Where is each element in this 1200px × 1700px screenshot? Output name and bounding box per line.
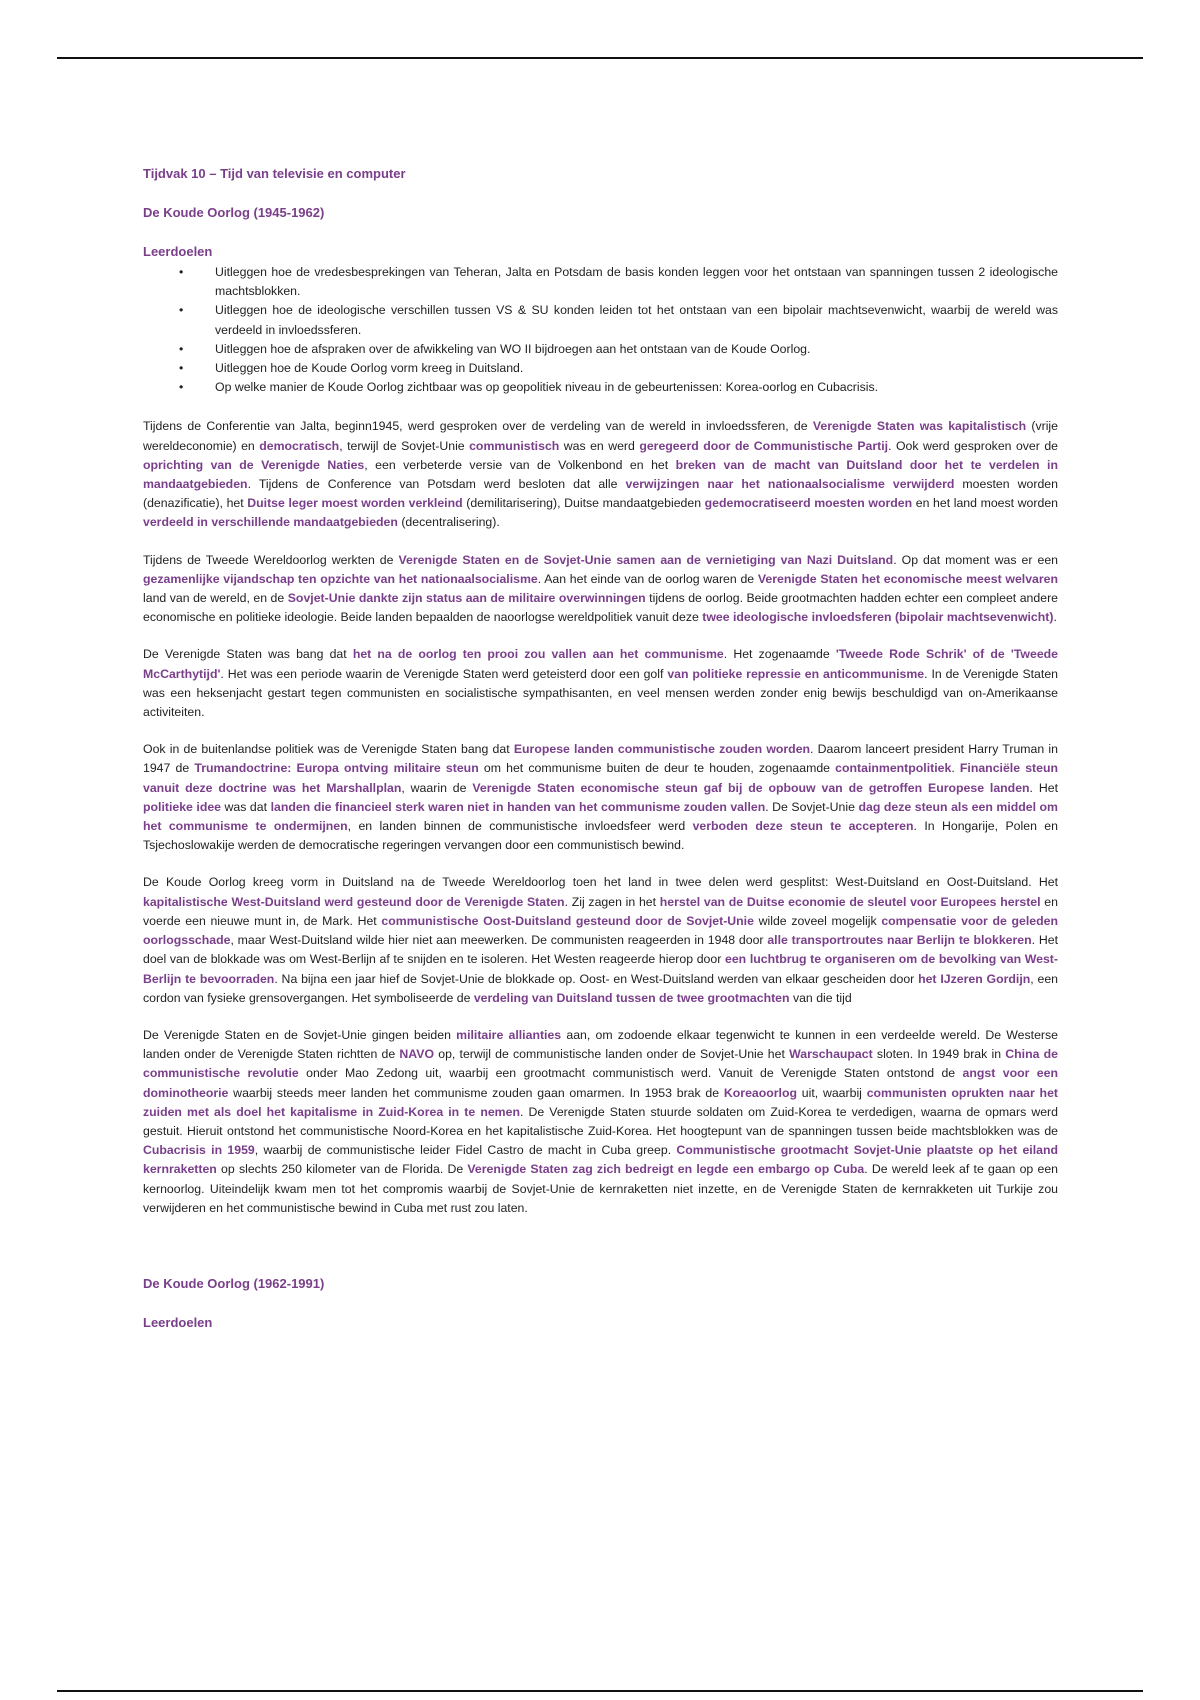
paragraph-text: . Het zogenaamde: [723, 647, 836, 662]
paragraph-text: . Het doel van de blokkade was om West-Berlijn af te snijden en te isoleren. Het Westen reageerde hierop door: [143, 933, 1058, 967]
paragraph-text: . Daarom lanceert president Harry Truman in 1947 de: [143, 742, 1058, 776]
paragraph-text: aan, om zodoende elkaar tegenwicht te kunnen in een verdeelde wereld. De Westerse landen onder de Verenigde Staten richtten de: [143, 1027, 1058, 1062]
highlighted-phrase: China de communistische revolutie: [143, 1047, 1058, 1081]
highlighted-phrase: Sovjet-Unie dankte zijn status aan de militaire overwinningen: [287, 591, 646, 606]
paragraph-text: . In Hongarije, Polen en Tsjechoslowakije werden de democratische regeringen vervangen door een communistisch bewind.: [143, 819, 1058, 853]
learning-goals-heading-2: Leerdoelen: [143, 1314, 213, 1330]
body-paragraphs: [143, 417, 1058, 1218]
highlighted-phrase: Europese landen communistische zouden worden: [513, 742, 811, 757]
highlighted-phrase: van politieke repressie en anticommunisme: [667, 666, 925, 681]
paragraph-text: tijdens de oorlog. Beide grootmachten hadden echter een compleet andere economische en politieke ideologie. Beide landen bepaalden de naoorlogse wereldpolitiek vanuit deze: [143, 591, 1059, 625]
section-title: De Koude Oorlog (1945-1962): [143, 205, 325, 220]
highlighted-phrase: Verenigde Staten economische steun gaf bij de opbouw van de getroffen Europese landen: [472, 780, 1030, 795]
body-paragraph: [143, 551, 1058, 628]
highlighted-phrase: verboden deze steun te accepteren: [692, 819, 914, 834]
highlighted-phrase: Verenigde Staten zag zich bedreigt en legde een embargo op Cuba: [467, 1162, 865, 1177]
highlighted-phrase: verdeling van Duitsland tussen de twee grootmachten: [473, 990, 790, 1005]
highlighted-phrase: Warschaupact: [789, 1047, 873, 1062]
paragraph-text: .: [951, 761, 960, 776]
highlighted-phrase: Duitse leger moest worden verkleind: [247, 496, 463, 511]
paragraph-text: (decentralisering).: [397, 515, 500, 530]
paragraph-text: . Op dat moment was er een: [893, 552, 1058, 567]
paragraph-text: . Zij zagen in het: [564, 894, 660, 909]
learning-goals-list: [143, 263, 1058, 397]
paragraph-text: . Het was een periode waarin de Verenigde Staten werd geteisterd door een golf: [220, 666, 668, 681]
paragraph-text: Tijdens de Conferentie van Jalta, beginn1945, werd gesproken over de verdeling van de wereld in invloedssferen, de: [143, 419, 813, 434]
paragraph-text: , waarin de: [401, 780, 473, 795]
learning-goal-item: • Uitleggen hoe de afspraken over de afwikkeling van WO II bijdroegen aan het ontstaan van de Koude Oorlog.: [215, 340, 1058, 359]
highlighted-phrase: Verenigde Staten was kapitalistisch: [812, 419, 1027, 434]
highlighted-phrase: Verenigde Staten en de Sovjet-Unie samen aan de vernietiging van Nazi Duitsland: [398, 552, 894, 567]
paragraph-text: waarbij steeds meer landen het communisme zouden gaan omarmen. In 1953 brak de: [228, 1085, 724, 1100]
paragraph-text: . De Verenigde Staten stuurde soldaten om Zuid-Korea te verdedigen, waarna de opmars werd gestuit. Hieruit ontstond het communistische Noord-Korea en het kapitalistische Zuid-Korea. Het hoogtepunt van de spanningen tussen beide machtsblokken was de: [143, 1104, 1058, 1138]
paragraph-text: , een verbeterde versie van de Volkenbond en het: [364, 457, 676, 472]
paragraph-text: (demilitarisering), Duitse mandaatgebieden: [462, 496, 705, 511]
paragraph-text: Ook in de buitenlandse politiek was de Verenigde Staten bang dat: [143, 742, 514, 757]
paragraph-text: moesten worden (denazificatie), het: [143, 477, 1058, 511]
highlighted-phrase: verdeeld in verschillende mandaatgebieden: [143, 515, 398, 530]
highlighted-phrase: politieke idee: [143, 799, 222, 814]
highlighted-phrase: Financiële steun vanuit deze doctrine was het Marshallplan: [143, 761, 1058, 795]
paragraph-text: . Na bijna een jaar hief de Sovjet-Unie de blokkade op. Oost- en West-Duitsland werden van elkaar gescheiden door: [274, 971, 919, 986]
paragraph-text: De Koude Oorlog kreeg vorm in Duitsland na de Tweede Wereldoorlog toen het land in twee delen werd gesplitst: West-Duitsland en Oost-Duitsland. Het: [143, 875, 1058, 890]
paragraph-text: , maar West-Duitsland wilde hier niet aan meewerken. De communisten reageerden in 1948 door: [230, 933, 768, 948]
highlighted-phrase: Koreaoorlog: [723, 1085, 797, 1100]
paragraph-text: wilde zoveel mogelijk: [753, 913, 882, 928]
paragraph-text: op, terwijl de communistische landen onder de Sovjet-Unie het: [434, 1047, 790, 1062]
paragraph-text: was dat: [221, 799, 271, 814]
highlighted-phrase: militaire allianties: [456, 1027, 562, 1042]
learning-goals-heading: Leerdoelen: [143, 244, 213, 259]
highlighted-phrase: geregeerd door de Communistische Partij: [639, 438, 889, 453]
paragraph-text: was en werd: [559, 438, 640, 453]
header-rule: [57, 57, 1143, 59]
paragraph-text: Tijdens de Tweede Wereldoorlog werkten de: [143, 552, 399, 567]
highlighted-phrase: gezamenlijke vijandschap ten opzichte van het nationaalsocialisme: [143, 571, 538, 586]
learning-goal-item: • Uitleggen hoe de ideologische verschillen tussen VS & SU konden leiden tot het ontstaan van een bipolair machtsevenwicht, waarbij de wereld was verdeeld in invloedssferen.: [215, 301, 1058, 339]
paragraph-text: . Tijdens de Conference van Potsdam werd besloten dat alle: [247, 477, 626, 492]
paragraph-text: onder Mao Zedong uit, waarbij een grootmacht communistisch werd. Vanuit de Verenigde Staten ontstond de: [298, 1066, 963, 1081]
highlighted-phrase: alle transportroutes naar Berlijn te blokkeren: [767, 933, 1032, 948]
paragraph-text: . Het: [1029, 780, 1058, 795]
highlighted-phrase: het IJzeren Gordijn: [918, 971, 1031, 986]
paragraph-text: . Ook werd gesproken over de: [888, 438, 1058, 453]
paragraph-text: sloten. In 1949 brak in: [872, 1047, 1006, 1062]
highlighted-phrase: 'Tweede Rode Schrik' of de 'Tweede McCarthytijd': [143, 647, 1059, 681]
highlighted-phrase: twee ideologische invloedsferen (bipolair machtsevenwicht): [702, 610, 1054, 625]
paragraph-text: om het communisme buiten de deur te houden, zogenaamde: [478, 761, 836, 776]
paragraph-text: , waarbij de communistische leider Fidel Castro de macht in Cuba greep.: [254, 1143, 677, 1158]
paragraph-text: . In de Verenigde Staten was een heksenjacht gestart tegen communisten en socialistische sympathisanten, en veel mensen werden zonder enig bewijs beschuldigd van on-Amerikaanse activiteiten.: [143, 666, 1058, 720]
section-title-2: De Koude Oorlog (1962-1991): [143, 1275, 325, 1291]
paragraph-text: van die tijd: [789, 990, 852, 1005]
highlighted-phrase: containmentpolitiek: [835, 761, 952, 776]
body-paragraph: [143, 645, 1058, 722]
paragraph-text: , en landen binnen de communistische invloedsfeer werd: [347, 819, 693, 834]
paragraph-text: .: [1053, 610, 1057, 625]
paragraph-text: land van de wereld, en de: [143, 591, 288, 606]
paragraph-text: op slechts 250 kilometer van de Florida. De: [216, 1162, 468, 1177]
highlighted-phrase: herstel van de Duitse economie de sleutel voor Europees herstel: [659, 894, 1041, 909]
paragraph-text: . De Sovjet-Unie: [765, 799, 859, 814]
learning-goal-item: • Op welke manier de Koude Oorlog zichtbaar was op geopolitiek niveau in de gebeurtenissen: Korea-oorlog en Cubacrisis.: [215, 378, 1058, 397]
paragraph-text: . De wereld leek af te gaan op een kernoorlog. Uiteindelijk kwam men tot het compromis waarbij de Sovjet-Unie de kernraketten niet inzette, en de Verenigde Staten de kernrakketen uit Turkije zou verwijderen en het communistische bewind in Cuba met rust zou laten.: [143, 1162, 1058, 1215]
highlighted-phrase: kapitalistische West-Duitsland werd gesteund door de Verenigde Staten: [143, 894, 565, 909]
highlighted-phrase: democratisch: [259, 438, 340, 453]
learning-goal-item: • Uitleggen hoe de vredesbesprekingen van Teheran, Jalta en Potsdam de basis konden leggen voor het ontstaan van spanningen tussen 2 ideologische machtsblokken.: [215, 263, 1058, 301]
highlighted-phrase: communistische Oost-Duitsland gesteund door de Sovjet-Unie: [381, 913, 754, 928]
highlighted-phrase: breken van de macht van Duitsland door het te verdelen in mandaatgebieden: [143, 457, 1058, 492]
paragraph-text: en het land moest worden: [912, 496, 1059, 511]
highlighted-phrase: dag deze steun als een middel om het communisme te ondermijnen: [143, 799, 1058, 834]
paragraph-text: , een cordon van fysieke grensovergangen. Het symboliseerde de: [143, 971, 1058, 1005]
highlighted-phrase: landen die financieel sterk waren niet in handen van het communisme zouden vallen: [270, 799, 766, 814]
paragraph-text: uit, waarbij: [797, 1085, 867, 1100]
document-body: [143, 166, 1058, 1331]
highlighted-phrase: Communistische grootmacht Sovjet-Unie plaatste op het eiland kernraketten: [143, 1143, 1058, 1177]
highlighted-phrase: Cubacrisis in 1959: [143, 1143, 255, 1158]
highlighted-phrase: NAVO: [399, 1047, 435, 1062]
body-paragraph: [143, 873, 1058, 1007]
learning-goal-item: • Uitleggen hoe de Koude Oorlog vorm kreeg in Duitsland.: [215, 359, 1058, 378]
paragraph-text: (vrije wereldeconomie) en: [143, 419, 1058, 453]
paragraph-text: en voerde een nieuwe munt in, de Mark. Het: [143, 894, 1058, 928]
paragraph-text: De Verenigde Staten was bang dat: [143, 647, 353, 662]
highlighted-phrase: communisten oprukten naar het zuiden met als doel het kapitalisme in Zuid-Korea in te nemen: [143, 1085, 1058, 1119]
body-paragraph: [143, 1026, 1058, 1218]
highlighted-phrase: gedemocratiseerd moesten worden: [704, 496, 913, 511]
body-paragraph: [143, 740, 1058, 855]
body-paragraph: [143, 417, 1058, 532]
highlighted-phrase: verwijzingen naar het nationaalsocialisme verwijderd: [625, 477, 955, 492]
paragraph-text: De Verenigde Staten en de Sovjet-Unie gingen beiden: [143, 1027, 457, 1042]
highlighted-phrase: communistisch: [469, 438, 560, 453]
highlighted-phrase: angst voor een dominotheorie: [143, 1066, 1058, 1100]
period-title: Tijdvak 10 – Tijd van televisie en computer: [143, 166, 406, 181]
highlighted-phrase: oprichting van de Verenigde Naties: [143, 457, 365, 472]
highlighted-phrase: Trumandoctrine: Europa ontving militaire steun: [194, 761, 479, 776]
highlighted-phrase: een luchtbrug te organiseren om de bevolking van West-Berlijn te bevoorraden: [143, 952, 1059, 986]
highlighted-phrase: Verenigde Staten het economische meest welvaren: [757, 571, 1059, 586]
highlighted-phrase: compensatie voor de geleden oorlogsschade: [143, 913, 1059, 948]
paragraph-text: , terwijl de Sovjet-Unie: [339, 438, 470, 453]
highlighted-phrase: het na de oorlog ten prooi zou vallen aan het communisme: [352, 647, 724, 662]
footer-rule: [57, 1690, 1143, 1692]
paragraph-text: . Aan het einde van de oorlog waren de: [537, 571, 758, 586]
